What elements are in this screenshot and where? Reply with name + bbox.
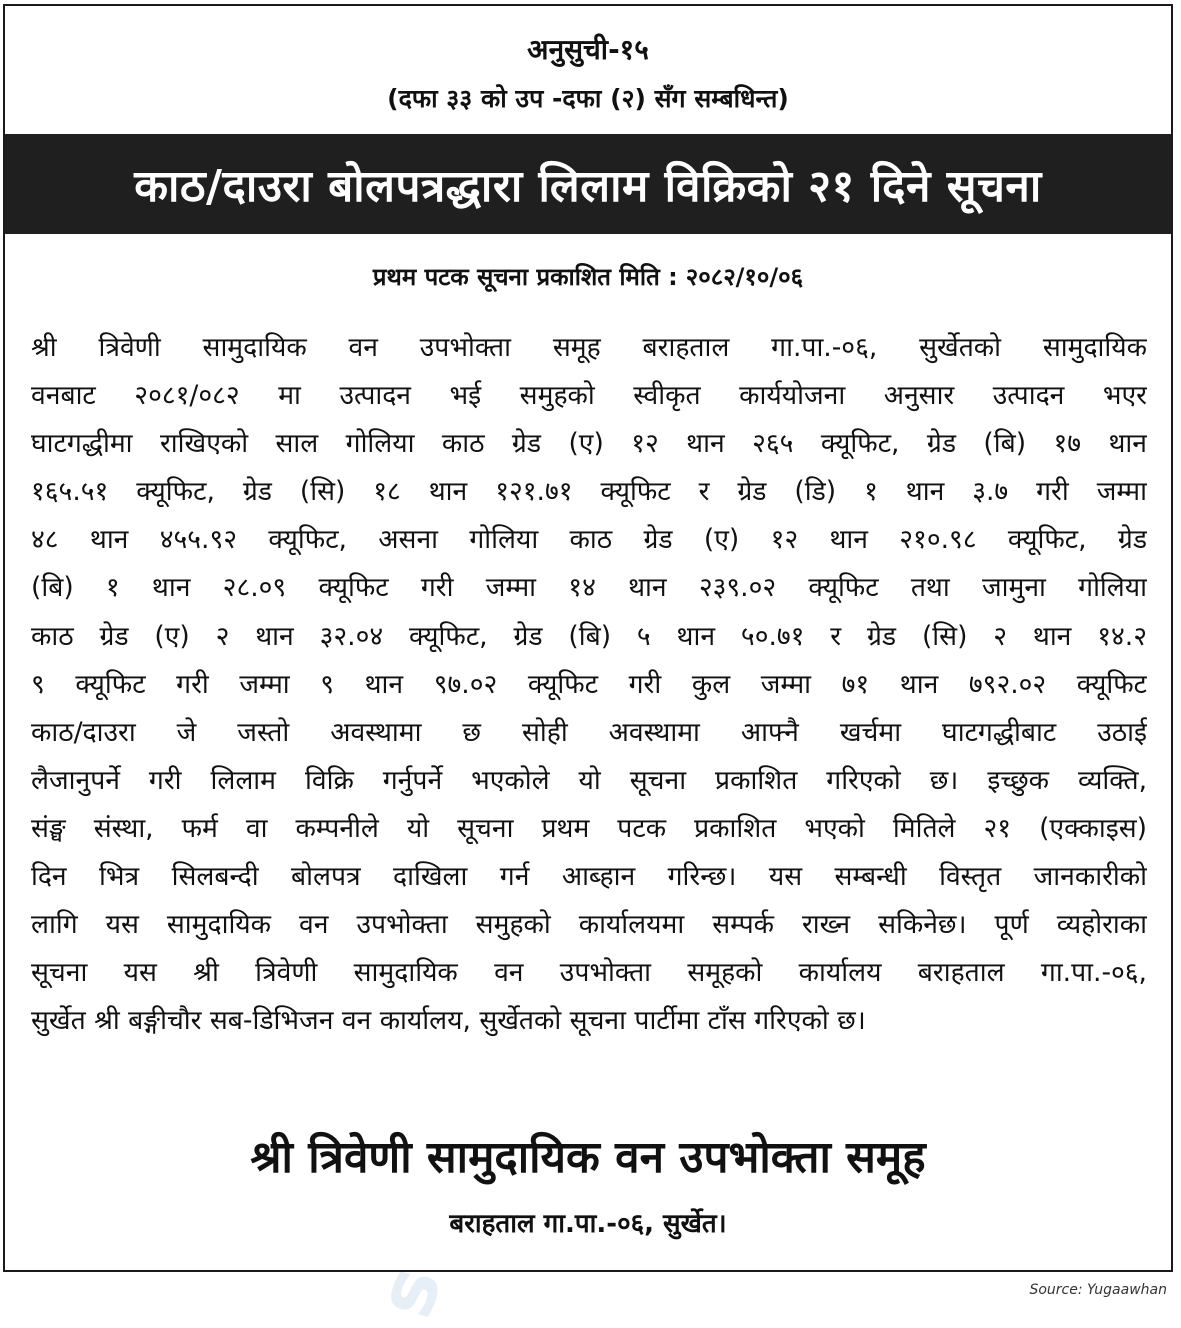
body-line: दिन भित्र सिलबन्दी बोलपत्र दाखिला गर्न आब्हान गरिन्छ। यस सम्बन्धी विस्तृत जानकारीको	[31, 861, 1147, 893]
body-line: काठ ग्रेड (ए) २ थान ३२.०४ क्यूफिट, ग्रेड (बि) ५ थान ५०.७१ र ग्रेड (सि) २ थान १४.२	[31, 620, 1147, 652]
publish-date-label: प्रथम पटक सूचना प्रकाशित मिति :	[372, 263, 678, 291]
body-line: (बि) १ थान २८.०९ क्यूफिट गरी जम्मा १४ थान २३९.०२ क्यूफिट तथा जामुना गोलिया	[31, 572, 1147, 604]
schedule-title: अनुसुची-१५	[527, 33, 649, 66]
body-line: सुर्खेत श्री बङ्गीचौर सब-डिभिजन वन कार्यालय, सुर्खेतको सूचना पार्टीमा टाँस गरिएको छ।	[31, 1005, 866, 1037]
notice-body	[31, 324, 1147, 1045]
headline-bar	[5, 134, 1171, 234]
notice-frame	[3, 4, 1173, 1272]
body-line: घाटगद्धीमा राखिएको साल गोलिया काठ ग्रेड (ए) १२ थान २६५ क्यूफिट, ग्रेड (बि) १७ थान	[31, 428, 1147, 460]
publish-date-value: २०८२/१०/०६	[685, 263, 804, 291]
body-line: १६५.५१ क्यूफिट, ग्रेड (सि) १८ थान १२१.७१ क्यूफिट र ग्रेड (डि) १ थान ३.७ गरी जम्मा	[31, 476, 1147, 508]
body-line: ९ क्यूफिट गरी जम्मा ९ थान ९७.०२ क्यूफिट गरी कुल जम्मा ७१ थान ७९२.०२ क्यूफिट	[31, 668, 1147, 700]
signature-organization: श्री त्रिवेणी सामुदायिक वन उपभोक्ता समूह	[250, 1132, 926, 1183]
schedule-subtitle: (दफा ३३ को उप -दफा (२) सँग सम्बधिन्त)	[387, 84, 789, 113]
body-line: सूचना यस श्री त्रिवेणी सामुदायिक वन उपभोक्ता समूहको कार्यालय बराहताल गा.पा.-०६,	[31, 957, 1147, 989]
body-line: श्री त्रिवेणी सामुदायिक वन उपभोक्ता समूह बराहताल गा.पा.-०६, सुर्खेतको सामुदायिक	[31, 332, 1147, 363]
body-line: ४८ थान ४५५.९२ क्यूफिट, असना गोलिया काठ ग्रेड (ए) १२ थान २१०.९८ क्यूफिट, ग्रेड	[31, 524, 1147, 556]
body-line: लैजानुपर्ने गरी लिलाम विक्रि गर्नुपर्ने भएकोले यो सूचना प्रकाशित गरिएको छ। इच्छुक व्यक्ति,	[31, 764, 1147, 796]
source-credit: Source: Yugaawhan	[1029, 1282, 1167, 1298]
body-line: लागि यस सामुदायिक वन उपभोक्ता समुहको कार्यालयमा सम्पर्क राख्न सकिनेछ। पूर्ण व्यहोराका	[31, 909, 1147, 941]
signature-address: बराहताल गा.पा.-०६, सुर्खेत।	[449, 1209, 727, 1239]
body-line: संङ्घ संस्था, फर्म वा कम्पनीले यो सूचना प्रथम पटक प्रकाशित भएको मितिले २१ (एक्काइस)	[31, 812, 1147, 844]
body-line: काठ/दाउरा जे जस्तो अवस्थामा छ सोही अवस्थामा आफ्नै खर्चमा घाटगद्धीबाट उठाई	[31, 716, 1147, 748]
notice-headline: काठ/दाउरा बोलपत्रद्धारा लिलाम विक्रिको २१ दिने सूचना	[134, 161, 1042, 212]
body-line: वनबाट २०८१/०८२ मा उत्पादन भई समुहको स्वीकृत कार्ययोजना अनुसार उत्पादन भएर	[31, 380, 1147, 412]
publish-date	[5, 260, 1171, 294]
